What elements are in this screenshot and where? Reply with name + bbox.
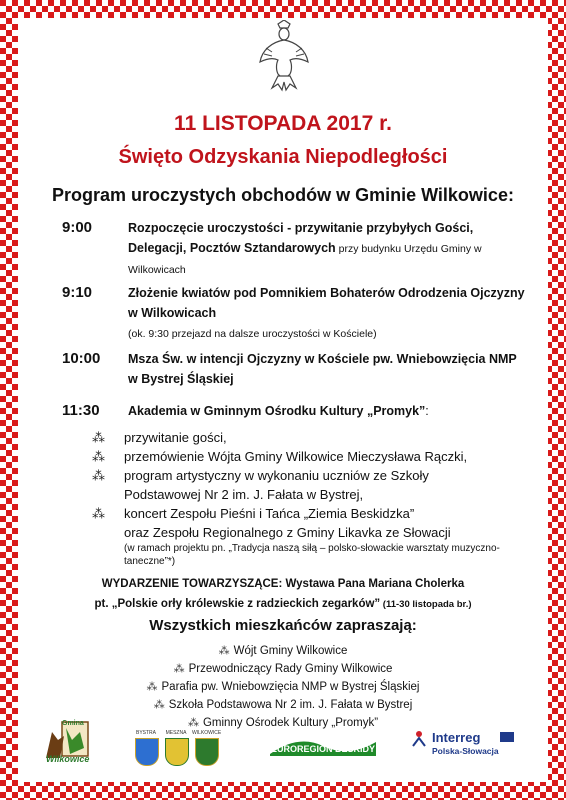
crest-label: WILKOWICE bbox=[192, 730, 222, 736]
euroregion-beskidy-logo bbox=[268, 732, 378, 758]
list-item bbox=[0, 678, 566, 696]
list-item-continuation: oraz Zespołu Regionalnego z Gminy Likavka ze Słowacji bbox=[124, 525, 451, 540]
inviter-name: Parafia pw. Wniebowzięcia NMP w Bystrej Śląskiej bbox=[161, 681, 420, 693]
wilkowice-crest-icon bbox=[195, 738, 219, 766]
exhibition-title: pt. „Polskie orły królewskie z radzieckich zegarków” bbox=[94, 598, 381, 610]
schedule-time-1: 9:00 bbox=[62, 219, 93, 236]
schedule-desc-1 bbox=[128, 218, 528, 280]
schedule-desc-4-suffix: : bbox=[425, 404, 429, 418]
schedule-desc-4 bbox=[128, 401, 528, 421]
logo-gmina-text: Gmina bbox=[62, 720, 84, 727]
ornament-icon: ⁂ bbox=[218, 645, 230, 657]
interreg-subtitle: Polska-Słowacja bbox=[432, 746, 499, 756]
bullet-ornament-icon: ⁂ bbox=[92, 430, 105, 445]
schedule-desc-1-main: Rozpoczęcie uroczystości - przywitanie przybyłych Gości, Delegacji, Pocztów Sztandarowych bbox=[128, 221, 474, 255]
schedule-desc-2 bbox=[128, 283, 528, 344]
logo-wilkowice-text: Wilkowice bbox=[46, 754, 90, 764]
accompanying-event-line2 bbox=[0, 594, 566, 615]
schedule-desc-1-location: przy budynku Urzędu Gminy w Wilkowicach bbox=[128, 243, 482, 276]
accompanying-event-line1: WYDARZENIE TOWARZYSZĄCE: Wystawa Pana Mariana Cholerka bbox=[101, 578, 465, 590]
bystra-crest-icon bbox=[135, 738, 159, 766]
schedule-time-2: 9:10 bbox=[62, 284, 93, 301]
bullet-ornament-icon: ⁂ bbox=[92, 506, 105, 521]
invitation-title: Wszystkich mieszkańców zapraszają: bbox=[149, 617, 417, 634]
list-item bbox=[0, 642, 566, 660]
schedule-desc-3 bbox=[128, 349, 528, 389]
polish-eagle-emblem bbox=[258, 20, 310, 92]
program-title: Program uroczystych obchodów w Gminie Wilkowice: bbox=[52, 185, 514, 205]
exhibition-dates: (11-30 listopada br.) bbox=[380, 599, 472, 610]
list-item bbox=[92, 428, 512, 447]
person-icon bbox=[410, 730, 428, 748]
accompanying-event bbox=[0, 574, 566, 615]
list-item bbox=[92, 447, 512, 466]
bullet-ornament-icon: ⁂ bbox=[92, 449, 105, 464]
list-item-text: program artystyczny w wykonaniu uczniów ze Szkoły bbox=[124, 468, 429, 483]
list-item bbox=[92, 466, 512, 485]
euroregion-text: EUROREGION BESKIDY bbox=[270, 744, 376, 754]
sponsor-logos bbox=[40, 718, 526, 768]
eu-flag-icon bbox=[500, 732, 514, 742]
interreg-name: Interreg bbox=[432, 730, 481, 745]
schedule-desc-2-main: Złożenie kwiatów pod Pomnikiem Bohaterów Odrodzenia Ojczyzny w Wilkowicach bbox=[128, 286, 525, 320]
wilkowice-logo bbox=[40, 718, 92, 770]
village-crests bbox=[132, 730, 222, 766]
list-item-text: koncert Zespołu Pieśni i Tańca „Ziemia Beskidzka” bbox=[124, 506, 415, 521]
ornament-icon: ⁂ bbox=[146, 681, 158, 693]
interreg-logo bbox=[410, 728, 530, 764]
list-item bbox=[92, 504, 512, 523]
ornament-icon: ⁂ bbox=[153, 699, 165, 711]
list-item-text: przywitanie gości, bbox=[124, 430, 227, 445]
project-note: (w ramach projektu pn. „Tradycja naszą siłą – polsko-słowackie warsztaty muzyczno-taneczne”*) bbox=[124, 543, 500, 567]
crest-label: BYSTRA bbox=[135, 730, 156, 736]
event-date: 11 LISTOPADA 2017 r. bbox=[174, 112, 392, 135]
list-item-text: przemówienie Wójta Gminy Wilkowice Mieczysława Rączki, bbox=[124, 449, 468, 464]
schedule-time-3: 10:00 bbox=[62, 350, 101, 367]
list-item-continuation: Podstawowej Nr 2 im. J. Fałata w Bystrej, bbox=[124, 487, 364, 502]
list-item bbox=[0, 660, 566, 678]
schedule-desc-2-note: (ok. 9:30 przejazd na dalsze uroczystości w Kościele) bbox=[128, 328, 377, 340]
holiday-title: Święto Odzyskania Niepodległości bbox=[118, 146, 448, 168]
inviter-name: Przewodniczący Rady Gminy Wilkowice bbox=[188, 663, 393, 675]
schedule-desc-3-main: Msza Św. w intencji Ojczyzny w Kościele pw. Wniebowzięcia NMP w Bystrej Śląskiej bbox=[128, 352, 517, 386]
schedule-desc-4-main: Akademia w Gminnym Ośrodku Kultury „Promyk” bbox=[128, 404, 426, 418]
schedule-time-4: 11:30 bbox=[62, 402, 100, 419]
akademia-program-list bbox=[92, 428, 512, 568]
inviter-name: Wójt Gminy Wilkowice bbox=[233, 645, 348, 657]
bullet-ornament-icon: ⁂ bbox=[92, 468, 105, 483]
list-item bbox=[0, 696, 566, 714]
ornament-icon: ⁂ bbox=[187, 717, 199, 729]
ornament-icon: ⁂ bbox=[173, 663, 185, 675]
crest-label: MESZNA bbox=[165, 730, 187, 736]
inviter-name: Gminny Ośrodek Kultury „Promyk” bbox=[202, 717, 379, 729]
inviter-name: Szkoła Podstawowa Nr 2 im. J. Fałata w Bystrej bbox=[168, 699, 413, 711]
meszna-crest-icon bbox=[165, 738, 189, 766]
